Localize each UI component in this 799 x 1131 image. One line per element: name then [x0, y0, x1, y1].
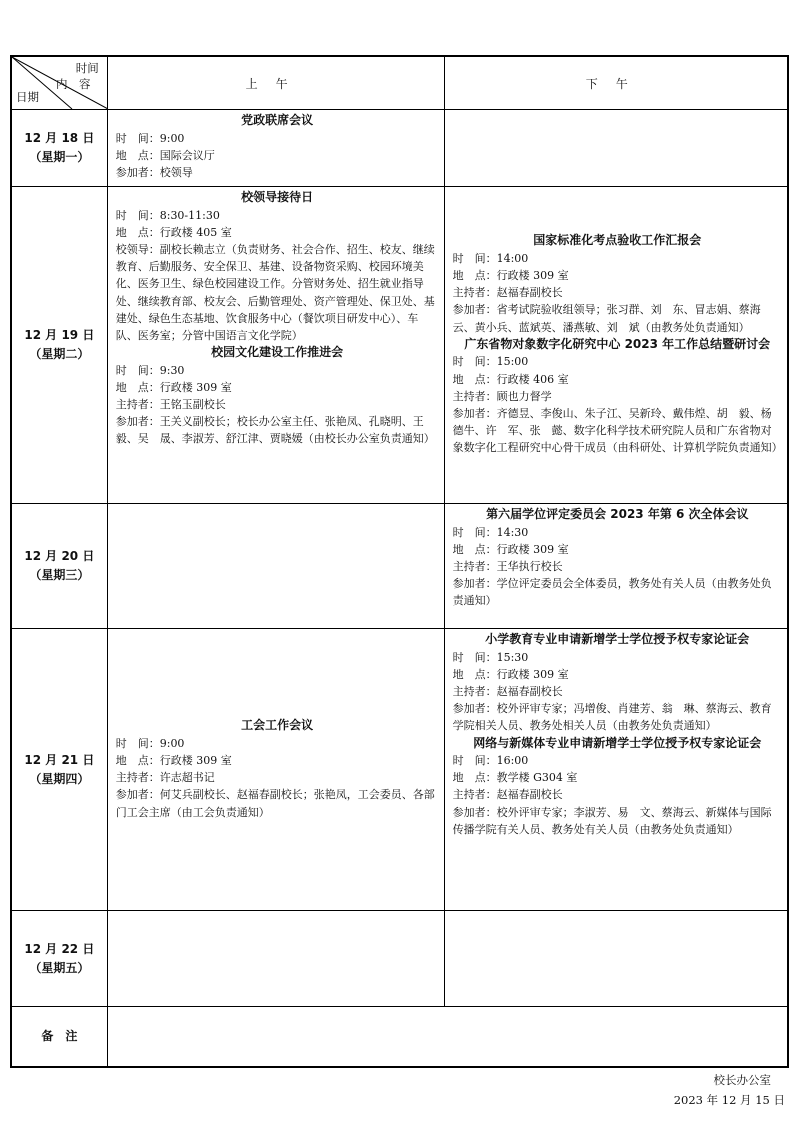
event-detail-line: 地 点：行政楼 309 室: [452, 269, 569, 283]
date-cell: [11, 187, 107, 504]
weekday-text: （星期二）: [29, 347, 90, 361]
diag-date-label: 日期: [16, 90, 39, 104]
event-title: 网络与新媒体专业申请新增学士学位授予权专家论证会: [473, 735, 762, 750]
day-row: [11, 187, 788, 504]
event-title: 校园文化建设工作推进会: [211, 345, 344, 360]
event-block: [116, 717, 439, 821]
event-detail-line: 时 间：14:00: [452, 251, 529, 265]
event-detail-line: 主持者：赵福春副校长: [452, 684, 563, 698]
event-detail-line: 参加者：省考试院验收组领导；张习群、刘 东、冒志娟、蔡海云、黄小兵、蓝斌英、潘燕敏、刘 斌（由教务处负责通知）: [452, 303, 761, 334]
event-block: [453, 735, 782, 839]
diag-content-label: 内 容: [56, 77, 91, 91]
diag-time-label: 时间: [75, 61, 99, 75]
event-detail-line: 主持者：顾也力督学: [452, 389, 552, 403]
event-detail-line: 主持者：王铭玉副校长: [115, 398, 226, 412]
event-detail-line: 参加者：校领导: [115, 165, 193, 179]
event-detail-line: 参加者：王关义副校长；校长办公室主任、张艳凤、孔晓明、王 毅、吴 晟、李淑芳、舒江津、贾晓媛（由校长办公室负责通知）: [115, 415, 435, 446]
schedule-table: [10, 55, 789, 1068]
day-row: [11, 504, 788, 629]
event-detail-line: 参加者：校外评审专家；李淑芳、易 文、蔡海云、新媒体与国际传播学院有关人员、教务处有关人员（由教务处负责通知）: [452, 805, 772, 836]
event-detail-line: 地 点：行政楼 405 室: [115, 225, 232, 239]
date-text: 12 月 19 日: [24, 328, 95, 342]
event-detail-line: 参加者：校外评审专家；冯增俊、肖建芳、翁 琳、蔡海云、教育学院相关人员、教务处相关人员（由教务处负责通知）: [452, 702, 772, 733]
event-detail-line: 时 间：9:00: [115, 736, 185, 750]
event-detail-line: 地 点：行政楼 309 室: [115, 380, 232, 394]
date-text: 12 月 20 日: [24, 549, 95, 563]
date-cell: [11, 110, 107, 187]
date-text: 12 月 21 日: [24, 752, 95, 767]
weekday-text: （星期四）: [29, 771, 90, 786]
event-title: 广东省物对象数字化研究中心 2023 年工作总结暨研讨会: [464, 336, 771, 351]
day-row: [11, 911, 788, 1007]
date-text: 12 月 22 日: [24, 941, 95, 956]
event-detail-line: 时 间：9:30: [115, 363, 185, 377]
morning-cell: [107, 629, 444, 911]
weekday-text: （星期一）: [29, 150, 90, 164]
morning-cell: [107, 911, 444, 1007]
event-detail-line: 地 点：行政楼 309 室: [452, 542, 569, 556]
date-cell: [11, 629, 107, 911]
date-cell: [11, 504, 107, 629]
morning-cell: [107, 110, 444, 187]
day-row: [11, 629, 788, 911]
event-detail-line: 主持者：赵福春副校长: [452, 788, 563, 802]
remarks-cell: [107, 1007, 788, 1067]
event-detail-line: 时 间：8:30-11:30: [115, 208, 220, 222]
afternoon-header: 下午: [444, 56, 788, 110]
afternoon-cell: [444, 504, 788, 629]
event-block: [453, 506, 782, 610]
event-detail-line: 地 点：国际会议厅: [115, 148, 215, 162]
event-detail-line: 时 间：15:30: [452, 650, 529, 664]
issue-date: 2023 年 12 月 15 日: [673, 1093, 785, 1107]
event-detail-line: 时 间：9:00: [115, 131, 185, 145]
event-detail-line: 地 点：行政楼 309 室: [115, 753, 232, 767]
event-detail-line: 时 间：14:30: [452, 525, 529, 539]
header-row: [11, 56, 788, 110]
event-detail-line: 主持者：许志超书记: [115, 771, 215, 785]
morning-cell: [107, 504, 444, 629]
event-block: [453, 631, 782, 735]
morning-header: 上午: [107, 56, 444, 110]
event-detail-line: 参加者：学位评定委员会全体委员，教务处有关人员（由教务处负责通知）: [452, 577, 772, 608]
event-block: [116, 344, 439, 448]
date-text: 12 月 18 日: [24, 131, 95, 145]
event-title: 党政联席会议: [241, 113, 314, 127]
event-title: 第六届学位评定委员会 2023 年第 6 次全体会议: [486, 507, 749, 521]
event-detail-line: 主持者：赵福春副校长: [452, 286, 563, 300]
event-detail-line: 时 间：15:00: [452, 355, 529, 369]
event-detail-line: 参加者：齐德昱、李俊山、朱子江、吴新玲、戴伟煌、胡 毅、杨德牛、许 军、张 懿、数字化科学技术研究院人员和广东省物对象数字化工程研究中心骨干成员（由科研处、计算机学院负责通知）: [452, 407, 783, 455]
event-title: 小学教育专业申请新增学士学位授予权专家论证会: [485, 632, 750, 646]
morning-cell: [107, 187, 444, 504]
date-cell: [11, 911, 107, 1007]
event-title: 工会工作会议: [241, 718, 314, 733]
event-title: 国家标准化考点验收工作汇报会: [533, 233, 702, 248]
remarks-label: 备 注: [11, 1007, 107, 1067]
issuing-office: 校长办公室: [713, 1073, 771, 1087]
event-block: [116, 189, 439, 344]
event-detail-line: 主持者：王华执行校长: [452, 559, 563, 573]
weekday-text: （星期五）: [29, 960, 90, 975]
event-detail-line: 地 点：行政楼 309 室: [452, 667, 569, 681]
event-detail-line: 地 点：行政楼 406 室: [452, 372, 569, 386]
event-detail-line: 参加者：何艾兵副校长、赵福春副校长；张艳凤，工会委员、各部门工会主席（由工会负责通知）: [115, 788, 435, 819]
event-detail-line: 地 点：教学楼 G304 室: [452, 771, 578, 785]
event-block: [453, 232, 782, 336]
remarks-row: [11, 1007, 788, 1067]
weekday-text: （星期三）: [29, 568, 90, 582]
event-block: [116, 112, 439, 181]
event-detail-line: 时 间：16:00: [452, 754, 529, 768]
afternoon-cell: [444, 110, 788, 187]
event-title: 校领导接待日: [241, 190, 314, 204]
event-detail-line: 校领导：副校长赖志立（负责财务、社会合作、招生、校友、继续教育、后勤服务、安全保卫、基建、设备物资采购、校园环境美化、医务卫生、绿色校园建设工作。分管财务处、招生就业指导处、继续教育部、校友会、后勤管理处、资产管理处、保卫处、基建处、绿色生态基地、饮食服务中心（餐饮项目研发中心）、车队、医务室；分管中国语言文化学院）: [115, 242, 435, 342]
afternoon-cell: [444, 629, 788, 911]
diagonal-header-cell: [11, 56, 107, 110]
afternoon-cell: [444, 187, 788, 504]
event-block: [453, 336, 782, 457]
afternoon-cell: [444, 911, 788, 1007]
day-row: [11, 110, 788, 187]
